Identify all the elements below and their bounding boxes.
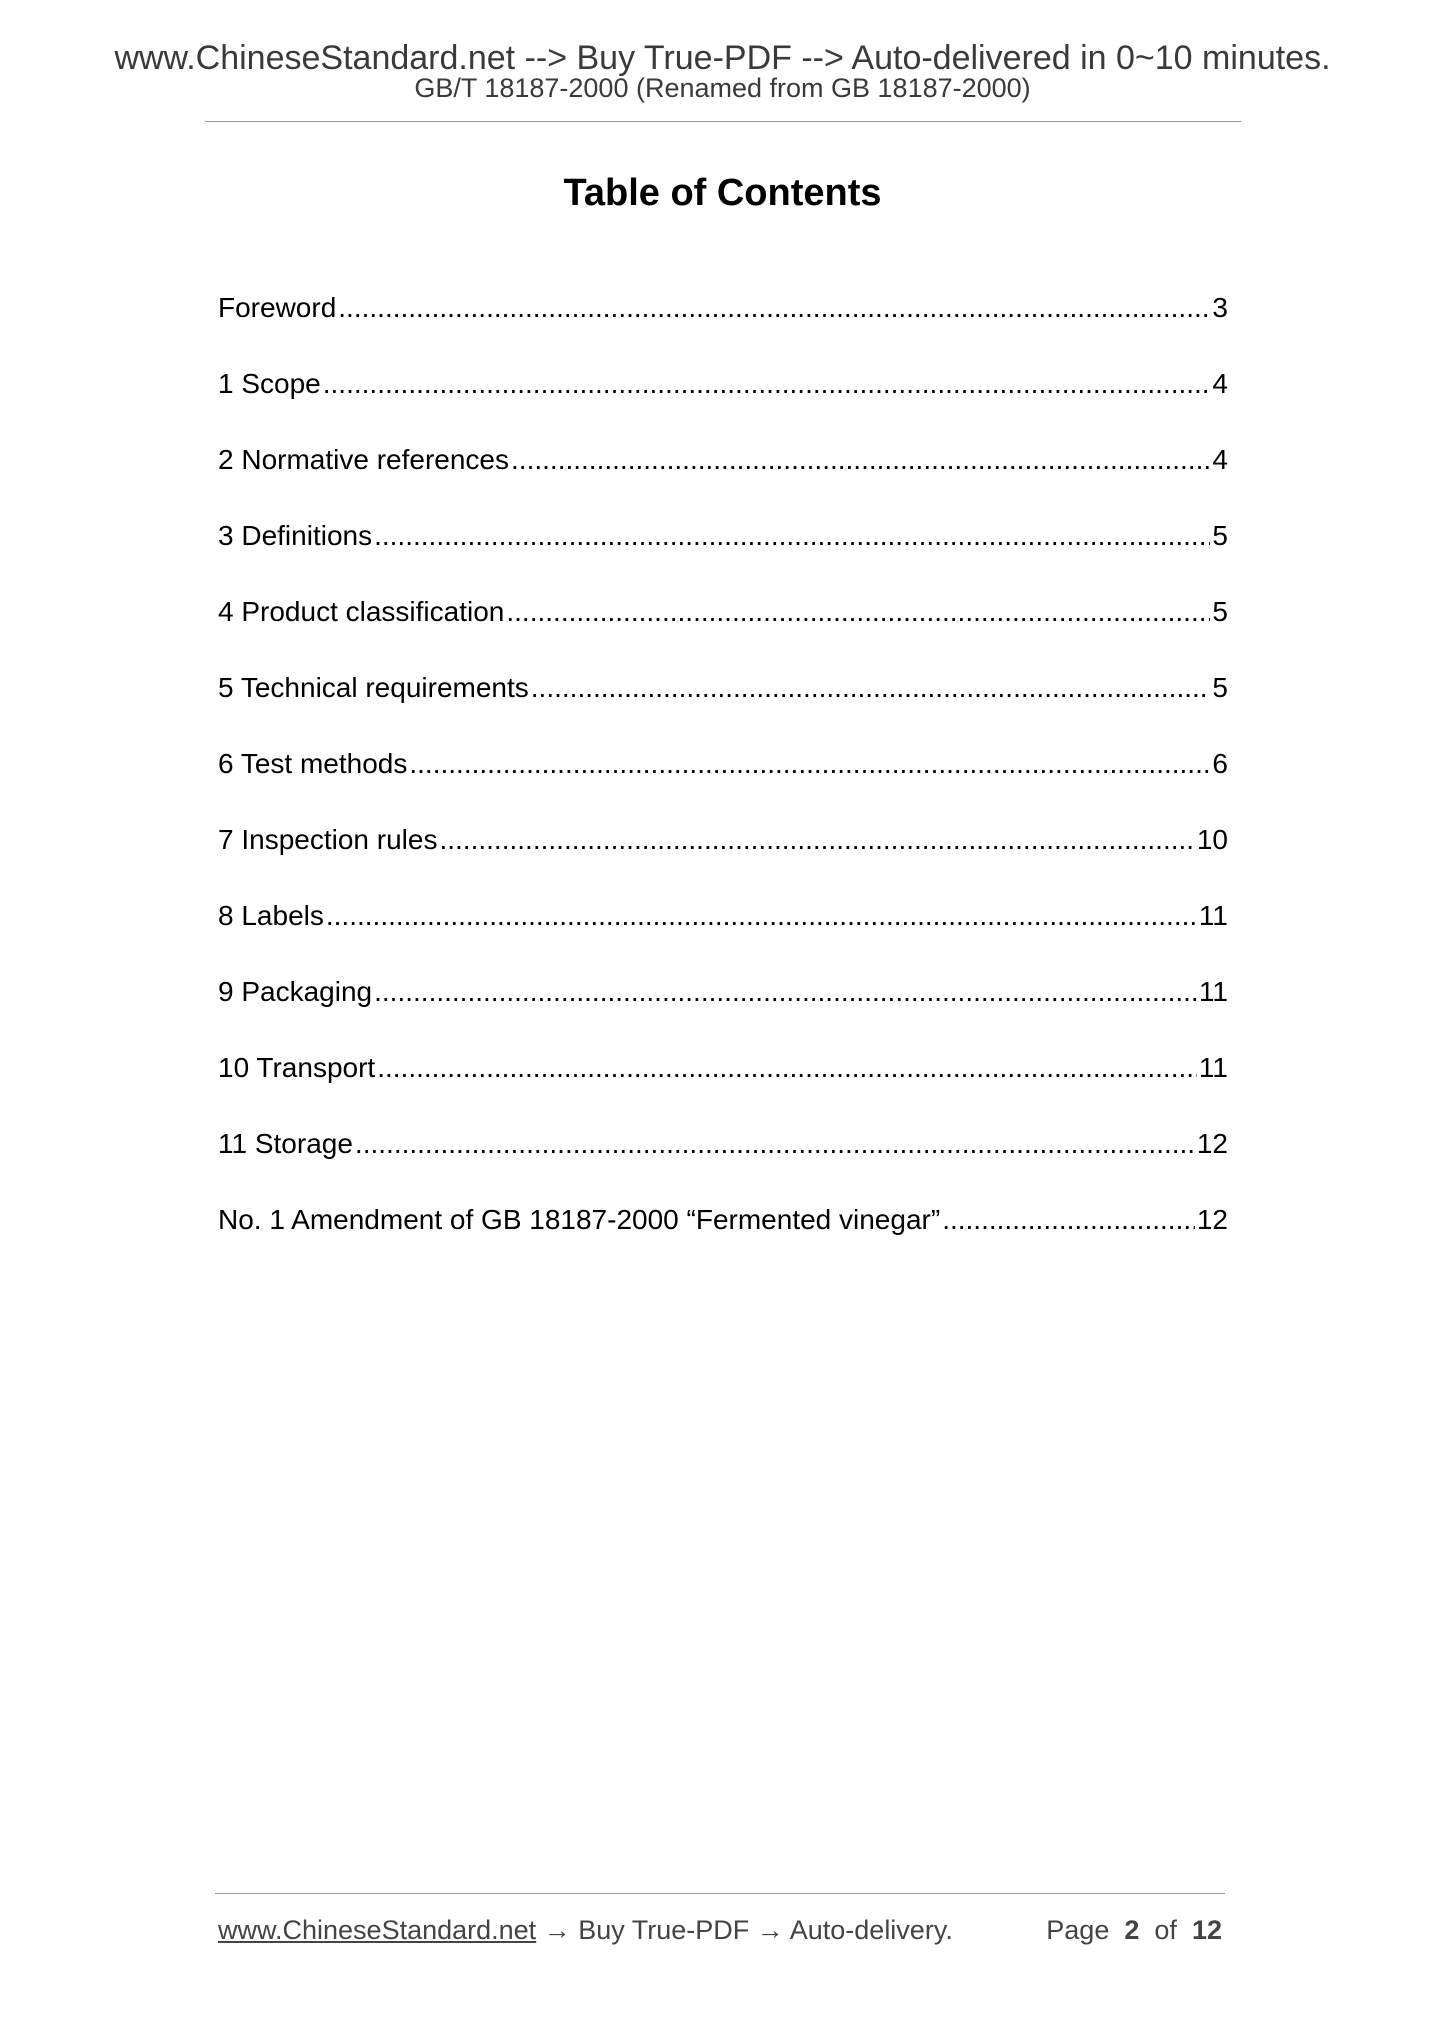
toc-entry-page: 3 [1212,292,1228,323]
toc-entry[interactable] [218,739,1228,815]
toc-entry[interactable] [218,283,1228,359]
toc-entry-label: 6 Test methods [218,748,408,779]
toc-entry-label: No. 1 Amendment of GB 18187-2000 “Fermented vinegar” [218,1204,941,1235]
toc-entry-page: 4 [1212,444,1228,475]
toc-dot-leader [511,435,1210,485]
toc-entry-label: 5 Technical requirements [218,672,529,703]
total-page-count: 12 [1191,1915,1222,1945]
toc-dot-leader [506,587,1210,637]
toc-entry-page: 12 [1196,1204,1228,1235]
toc-entry[interactable] [218,967,1228,1043]
toc-dot-leader [323,359,1211,409]
toc-dot-leader [338,283,1210,333]
toc-entry-label: 3 Definitions [218,520,373,551]
toc-dot-leader [531,663,1211,713]
header-banner: www.ChineseStandard.net --> Buy True-PDF --> Auto-delivered in 0~10 minutes. [114,39,1331,77]
current-page-number: 2 [1124,1915,1140,1945]
footer-website-link[interactable]: www.ChineseStandard.net [218,1915,537,1945]
toc-entry-label: 4 Product classification [218,596,505,627]
toc-entry-label: 11 Storage [218,1128,353,1159]
toc-entry-page: 11 [1198,900,1228,931]
toc-entry[interactable] [218,1043,1228,1119]
toc-entry[interactable] [218,815,1228,891]
toc-entry[interactable] [218,435,1228,511]
footer-divider [215,1893,1225,1894]
page-word: Page [1046,1915,1110,1945]
toc-entry-label: 2 Normative references [218,444,510,475]
toc-dot-leader [439,815,1194,865]
toc-dot-leader [355,1119,1195,1169]
page-title: Table of Contents [563,172,882,214]
toc-entry[interactable] [218,1195,1228,1271]
toc-dot-leader [326,891,1197,941]
table-of-contents [218,283,1228,1271]
toc-entry-page: 10 [1196,824,1228,855]
toc-entry-page: 11 [1198,1052,1228,1083]
toc-dot-leader [374,967,1197,1017]
toc-entry-label: 8 Labels [218,900,324,931]
toc-entry-page: 4 [1212,368,1228,399]
footer-tagline: → Buy True-PDF → Auto-delivery. [536,1915,953,1945]
page-footer [218,1912,1222,1948]
header-divider [205,121,1241,122]
toc-dot-leader [377,1043,1197,1093]
toc-entry[interactable] [218,511,1228,587]
toc-entry-label: 7 Inspection rules [218,824,438,855]
page-number-indicator [1046,1912,1222,1948]
toc-entry-page: 12 [1196,1128,1228,1159]
toc-entry-label: 9 Packaging [218,976,373,1007]
toc-entry[interactable] [218,663,1228,739]
toc-entry-label: Foreword [218,292,337,323]
toc-entry-page: 11 [1198,976,1228,1007]
toc-dot-leader [409,739,1210,789]
toc-entry[interactable] [218,891,1228,967]
header-standard-number: GB/T 18187-2000 (Renamed from GB 18187-2000) [414,73,1031,103]
toc-dot-leader [942,1195,1195,1245]
toc-entry-page: 5 [1212,520,1228,551]
toc-entry-page: 5 [1212,596,1228,627]
toc-entry-label: 1 Scope [218,368,321,399]
toc-entry-label: 10 Transport [218,1052,376,1083]
of-word: of [1154,1915,1177,1945]
toc-entry[interactable] [218,587,1228,663]
toc-entry-page: 5 [1212,672,1228,703]
toc-dot-leader [374,511,1210,561]
toc-entry[interactable] [218,359,1228,435]
toc-entry-page: 6 [1212,748,1228,779]
toc-entry[interactable] [218,1119,1228,1195]
